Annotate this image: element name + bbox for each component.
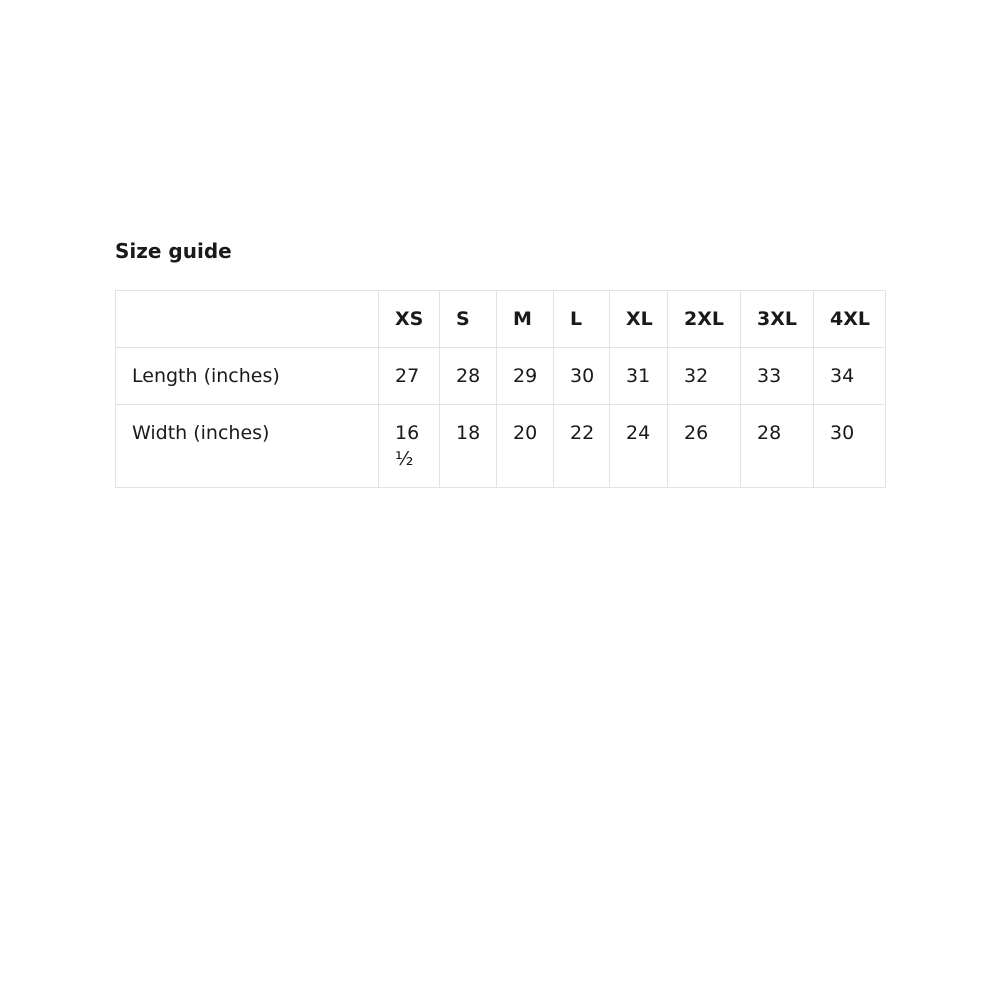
width-value-l: 22 (554, 405, 610, 488)
table-row-width (116, 405, 886, 488)
length-value-xs: 27 (379, 348, 440, 405)
column-header-m: M (497, 291, 554, 348)
column-header-xl: XL (610, 291, 668, 348)
width-value-xs: 16 ½ (379, 405, 440, 488)
length-value-4xl: 34 (814, 348, 886, 405)
row-label-width: Width (inches) (116, 405, 379, 488)
column-header-l: L (554, 291, 610, 348)
width-value-s: 18 (440, 405, 497, 488)
length-value-xl: 31 (610, 348, 668, 405)
table-header-row (116, 291, 886, 348)
table-corner-cell (116, 291, 379, 348)
size-guide-table (115, 290, 886, 488)
length-value-s: 28 (440, 348, 497, 405)
length-value-3xl: 33 (741, 348, 814, 405)
width-value-3xl: 28 (741, 405, 814, 488)
column-header-3xl: 3XL (741, 291, 814, 348)
width-value-4xl: 30 (814, 405, 886, 488)
row-label-length: Length (inches) (116, 348, 379, 405)
width-value-xl: 24 (610, 405, 668, 488)
width-value-m: 20 (497, 405, 554, 488)
length-value-2xl: 32 (668, 348, 741, 405)
size-guide-title: Size guide (115, 239, 232, 263)
table-row-length (116, 348, 886, 405)
length-value-l: 30 (554, 348, 610, 405)
column-header-s: S (440, 291, 497, 348)
column-header-4xl: 4XL (814, 291, 886, 348)
length-value-m: 29 (497, 348, 554, 405)
column-header-2xl: 2XL (668, 291, 741, 348)
size-guide-section (115, 238, 887, 488)
column-header-xs: XS (379, 291, 440, 348)
width-value-2xl: 26 (668, 405, 741, 488)
